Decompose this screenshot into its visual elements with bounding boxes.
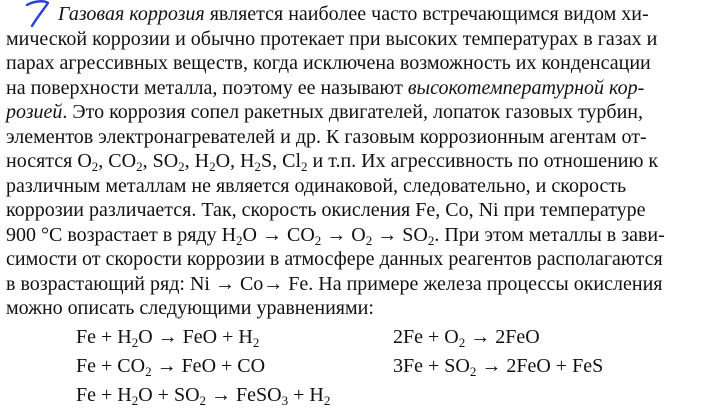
- text-line-1: Газовая коррозия является наиболее часто встречающимся видом хи-: [58, 3, 649, 25]
- term-gas-corrosion: Газовая коррозия: [58, 3, 205, 25]
- text-line-3: парах агрессивных веществ, когда исключена возможность их конденсации: [6, 52, 651, 74]
- equation-fe-h2o: $Fe + H_2O$ → FeO + $H_2$: [76, 326, 260, 350]
- term-high-temperature: высокотемпературной кор-: [407, 76, 645, 99]
- body-paragraph: [6, 2, 706, 321]
- text-line-11: симости от скорости коррозии в атмосфере данных реагентов располагаются: [6, 248, 663, 270]
- text-line-9: коррозии различается. Так, скорость окисления Fe, Co, Ni при температуре: [6, 199, 646, 221]
- text-line-2: мической коррозии и обычно протекает при высоких температурах в газах и: [6, 27, 658, 50]
- text-line-5: розией. Это коррозия сопел ракетных двигателей, лопаток газовых турбин,: [6, 101, 643, 123]
- equation-fe-co2: $Fe + CO_2$ → FeO + CO: [76, 355, 266, 379]
- text-line-7: носятся $O_2$, $CO_2$, $SO_2$, $H_2O$, $H_2S$, $Cl_2$ и т.п. Их агрессивность по отношению к: [6, 150, 659, 174]
- equation-fe-so2: $3Fe + SO_2 \to 2FeO$ + FeS: [393, 355, 604, 379]
- text-line-6: элементов электронагревателей и др. К газовым коррозионным агентам от-: [6, 125, 647, 148]
- equation-fe-o2: $2Fe + O_2 \to 2FeO$: [393, 326, 540, 350]
- text-line-13: можно описать следующими уравнениями:: [6, 297, 374, 319]
- text-line-4: на поверхности металла, поэтому ее называют высокотемпературной кор-: [6, 76, 645, 99]
- text-line-12: в возрастающий ряд: Ni → Co→ Fe. На примере железа процессы окисления: [6, 272, 663, 295]
- equation-fe-h2o-so2: $Fe + H_2O + SO_2$ → FeSO$_3$ + $H_2$: [76, 384, 331, 408]
- text-line-8: различным металлам не является одинаковой, следовательно, и скорость: [6, 174, 627, 197]
- text-line-10: 900 °C возрастает в ряду $H_2O \to CO_2 \to O_2 \to SO_2$. При этом металлы в зави-: [6, 223, 665, 248]
